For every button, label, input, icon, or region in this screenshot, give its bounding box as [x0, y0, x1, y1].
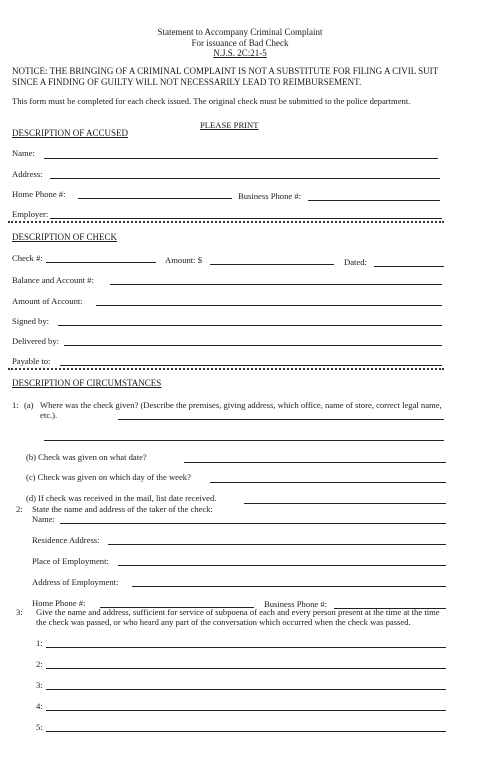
witness-1-label: 1:	[36, 638, 43, 648]
witness-3-field[interactable]	[46, 689, 446, 690]
witness-2-label: 2:	[36, 659, 43, 669]
circumstances-heading: DESCRIPTION OF CIRCUMSTANCES	[12, 378, 162, 388]
check-dated-field[interactable]	[374, 266, 444, 267]
taker-place-employment-label: Place of Employment:	[32, 556, 109, 566]
question-1a-text: Where was the check given? (Describe the premises, giving address, which office, name of store, correct legal name, etc.).	[40, 400, 442, 420]
accused-name-label: Name:	[12, 148, 35, 158]
witness-5-label: 5:	[36, 722, 43, 732]
please-print-label: PLEASE PRINT	[200, 120, 259, 130]
delivered-by-label: Delivered by:	[12, 336, 60, 346]
witness-3-label: 3:	[36, 680, 43, 690]
taker-home-phone-label: Home Phone #:	[32, 598, 86, 608]
question-1c-field[interactable]	[210, 482, 446, 483]
check-amount-field[interactable]	[210, 264, 334, 265]
taker-residence-label: Residence Address:	[32, 535, 100, 545]
accused-address-label: Address:	[12, 169, 43, 179]
accused-business-phone-field[interactable]	[308, 200, 440, 201]
check-heading: DESCRIPTION OF CHECK	[12, 232, 118, 242]
statute-reference: N.J.S. 2C:21-5	[213, 48, 267, 58]
taker-name-field[interactable]	[60, 523, 446, 524]
accused-employer-label: Employer:	[12, 209, 49, 219]
question-3-text: Give the name and address, sufficient for service of subpoena of each and every person present at the time at the time the check was passed, or who heard any part of the conversation which occurred when the check was passed.	[36, 607, 440, 627]
accused-home-phone-label: Home Phone #:	[12, 189, 66, 199]
question-1a-field-1[interactable]	[118, 419, 444, 420]
question-2-number: 2:	[16, 504, 23, 514]
check-amount-label: Amount: $	[165, 255, 203, 265]
accused-home-phone-field[interactable]	[78, 198, 232, 199]
question-3-number: 3:	[16, 607, 23, 617]
signed-by-label: Signed by:	[12, 316, 50, 326]
witness-4-label: 4:	[36, 701, 43, 711]
question-1-number: 1:	[12, 400, 19, 410]
section-divider	[8, 368, 444, 370]
accused-name-field[interactable]	[44, 158, 438, 159]
form-subtitle: For issuance of Bad Check	[191, 38, 289, 48]
taker-address-employment-field[interactable]	[132, 586, 446, 587]
question-1b-text: (b) Check was given on what date?	[26, 452, 147, 462]
check-number-label: Check #:	[12, 253, 43, 263]
question-1d-text: (d) If check was received in the mail, list date received.	[26, 493, 217, 503]
signed-by-field[interactable]	[58, 325, 442, 326]
notice-text: NOTICE: THE BRINGING OF A CRIMINAL COMPLAINT IS NOT A SUBSTITUTE FOR FILING A CIVIL SUIT SINCE A FINDING OF GUILTY WILL NOT NECESSARILY LEAD TO REIMBURSEMENT.	[12, 66, 438, 87]
question-2-text: State the name and address of the taker of the check:	[32, 504, 213, 514]
taker-name-label: Name:	[32, 514, 55, 524]
witness-1-field[interactable]	[46, 647, 446, 648]
amount-of-account-field[interactable]	[96, 305, 442, 306]
accused-address-field[interactable]	[50, 178, 440, 179]
question-1a-field-2[interactable]	[44, 440, 444, 441]
instruction-text: This form must be completed for each check issued. The original check must be submitted to the police department.	[12, 96, 411, 106]
taker-residence-field[interactable]	[108, 544, 446, 545]
question-1c-text: (c) Check was given on which day of the week?	[26, 472, 191, 482]
witness-5-field[interactable]	[46, 731, 446, 732]
check-dated-label: Dated:	[344, 257, 367, 267]
balance-account-label: Balance and Account #:	[12, 275, 94, 285]
question-1b-field[interactable]	[184, 462, 446, 463]
section-divider	[8, 221, 444, 223]
witness-2-field[interactable]	[46, 668, 446, 669]
question-1a-marker: (a)	[24, 400, 34, 410]
payable-to-label: Payable to:	[12, 356, 51, 366]
form-title: Statement to Accompany Criminal Complaint	[157, 27, 323, 37]
question-1d-field[interactable]	[244, 503, 446, 504]
accused-heading: DESCRIPTION OF ACCUSED	[12, 128, 129, 138]
delivered-by-field[interactable]	[64, 345, 442, 346]
check-number-field[interactable]	[46, 262, 156, 263]
payable-to-field[interactable]	[60, 365, 442, 366]
taker-business-phone-label: Business Phone #:	[264, 599, 328, 609]
accused-business-phone-label: Business Phone #:	[238, 191, 302, 201]
witness-4-field[interactable]	[46, 710, 446, 711]
balance-account-field[interactable]	[110, 284, 442, 285]
taker-address-employment-label: Address of Employment:	[32, 577, 119, 587]
accused-employer-field[interactable]	[50, 218, 442, 219]
amount-of-account-label: Amount of Account:	[12, 296, 83, 306]
taker-place-employment-field[interactable]	[118, 565, 446, 566]
